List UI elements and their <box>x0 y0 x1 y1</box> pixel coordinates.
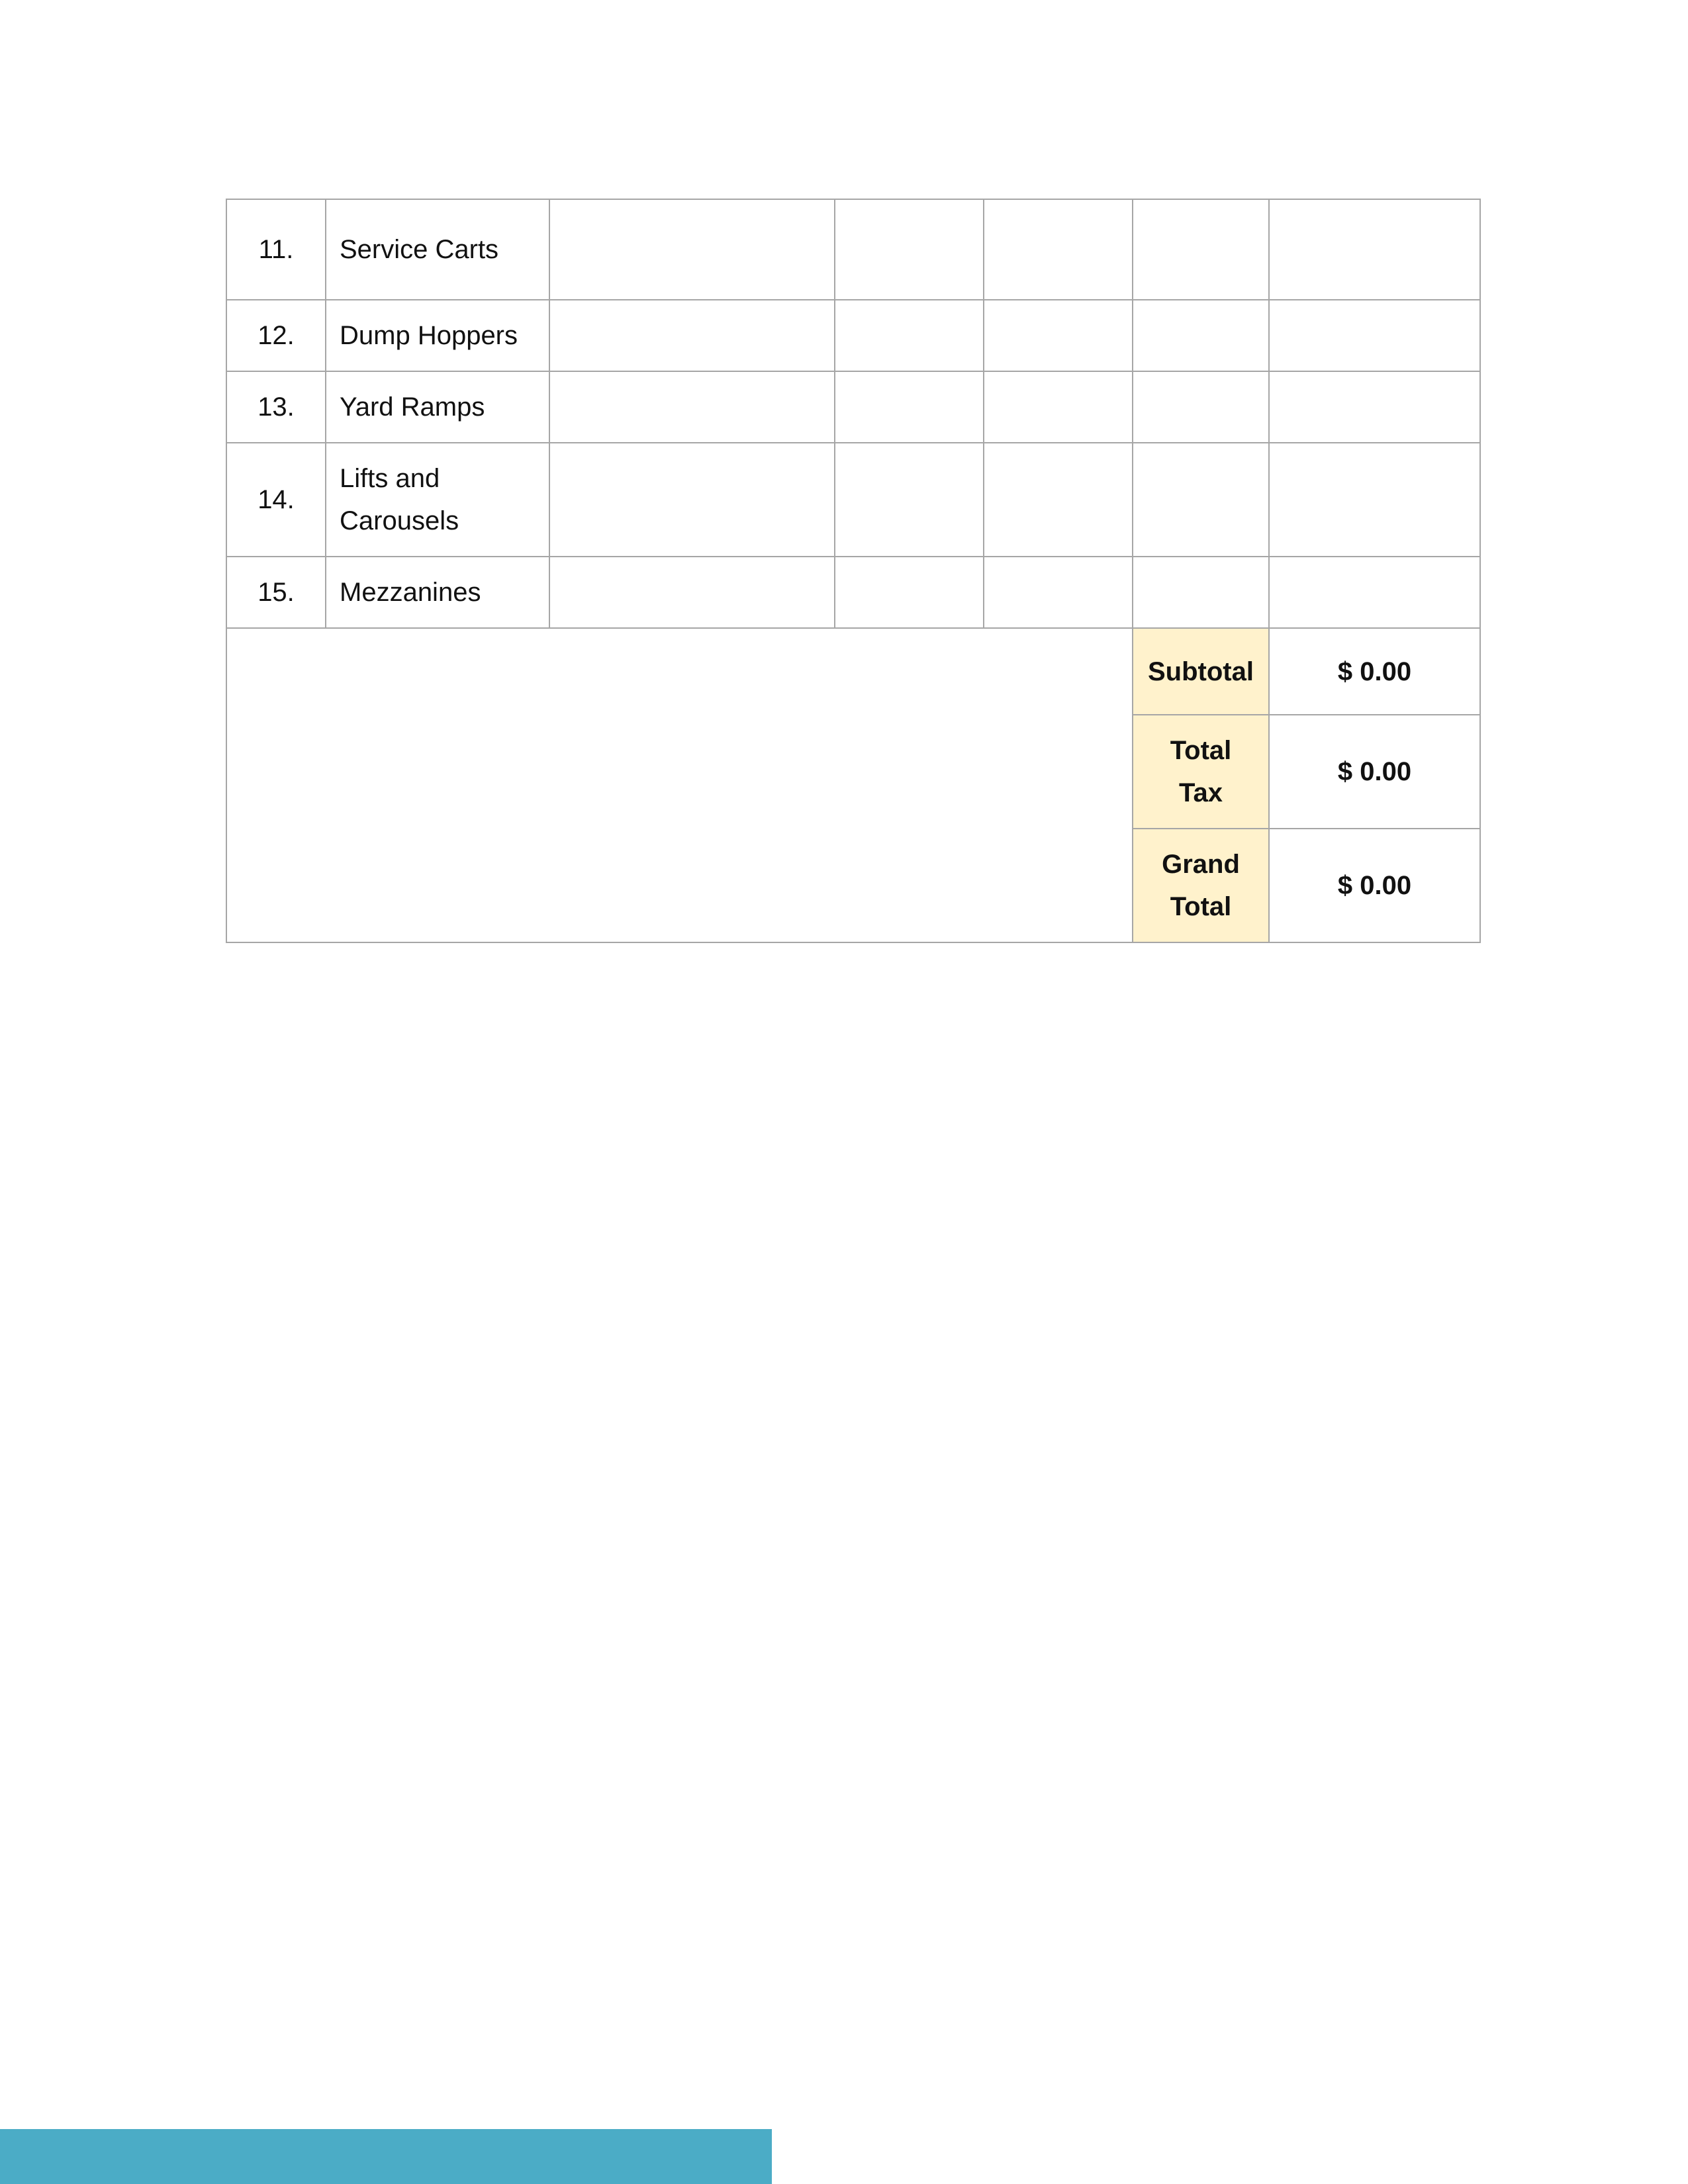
grand-total-value: $ 0.00 <box>1269 829 1480 942</box>
item-number: 12. <box>226 300 326 371</box>
item-number: 15. <box>226 557 326 628</box>
empty-cell[interactable] <box>549 371 835 443</box>
total-tax-label: Total Tax <box>1133 715 1269 829</box>
summary-row-subtotal <box>226 628 1480 715</box>
empty-cell[interactable] <box>549 557 835 628</box>
empty-cell[interactable] <box>549 300 835 371</box>
empty-cell[interactable] <box>835 557 984 628</box>
table-row <box>226 557 1480 628</box>
empty-cell[interactable] <box>1269 557 1480 628</box>
empty-cell[interactable] <box>835 199 984 300</box>
subtotal-label: Subtotal <box>1133 628 1269 715</box>
item-description: Lifts and Carousels <box>326 443 549 557</box>
empty-cell[interactable] <box>1133 443 1269 557</box>
table-row <box>226 371 1480 443</box>
grand-total-label: Grand Total <box>1133 829 1269 942</box>
empty-cell[interactable] <box>984 557 1133 628</box>
empty-cell[interactable] <box>1269 199 1480 300</box>
table-row <box>226 443 1480 557</box>
item-number: 13. <box>226 371 326 443</box>
empty-cell[interactable] <box>1133 300 1269 371</box>
table-row <box>226 199 1480 300</box>
empty-cell[interactable] <box>1269 300 1480 371</box>
empty-cell[interactable] <box>984 300 1133 371</box>
empty-cell[interactable] <box>549 199 835 300</box>
empty-cell[interactable] <box>835 300 984 371</box>
summary-spacer-cell <box>226 628 1133 942</box>
total-tax-value: $ 0.00 <box>1269 715 1480 829</box>
item-number: 14. <box>226 443 326 557</box>
empty-cell[interactable] <box>835 443 984 557</box>
empty-cell[interactable] <box>984 199 1133 300</box>
empty-cell[interactable] <box>1133 199 1269 300</box>
equipment-cost-table <box>226 199 1481 943</box>
empty-cell[interactable] <box>984 443 1133 557</box>
item-description: Service Carts <box>326 199 549 300</box>
empty-cell[interactable] <box>984 371 1133 443</box>
empty-cell[interactable] <box>1133 371 1269 443</box>
empty-cell[interactable] <box>835 371 984 443</box>
empty-cell[interactable] <box>1269 443 1480 557</box>
item-description: Yard Ramps <box>326 371 549 443</box>
empty-cell[interactable] <box>1269 371 1480 443</box>
subtotal-value: $ 0.00 <box>1269 628 1480 715</box>
item-number: 11. <box>226 199 326 300</box>
item-description: Mezzanines <box>326 557 549 628</box>
item-description: Dump Hoppers <box>326 300 549 371</box>
table-row <box>226 300 1480 371</box>
empty-cell[interactable] <box>1133 557 1269 628</box>
empty-cell[interactable] <box>549 443 835 557</box>
footer-accent-bar <box>0 2129 772 2184</box>
